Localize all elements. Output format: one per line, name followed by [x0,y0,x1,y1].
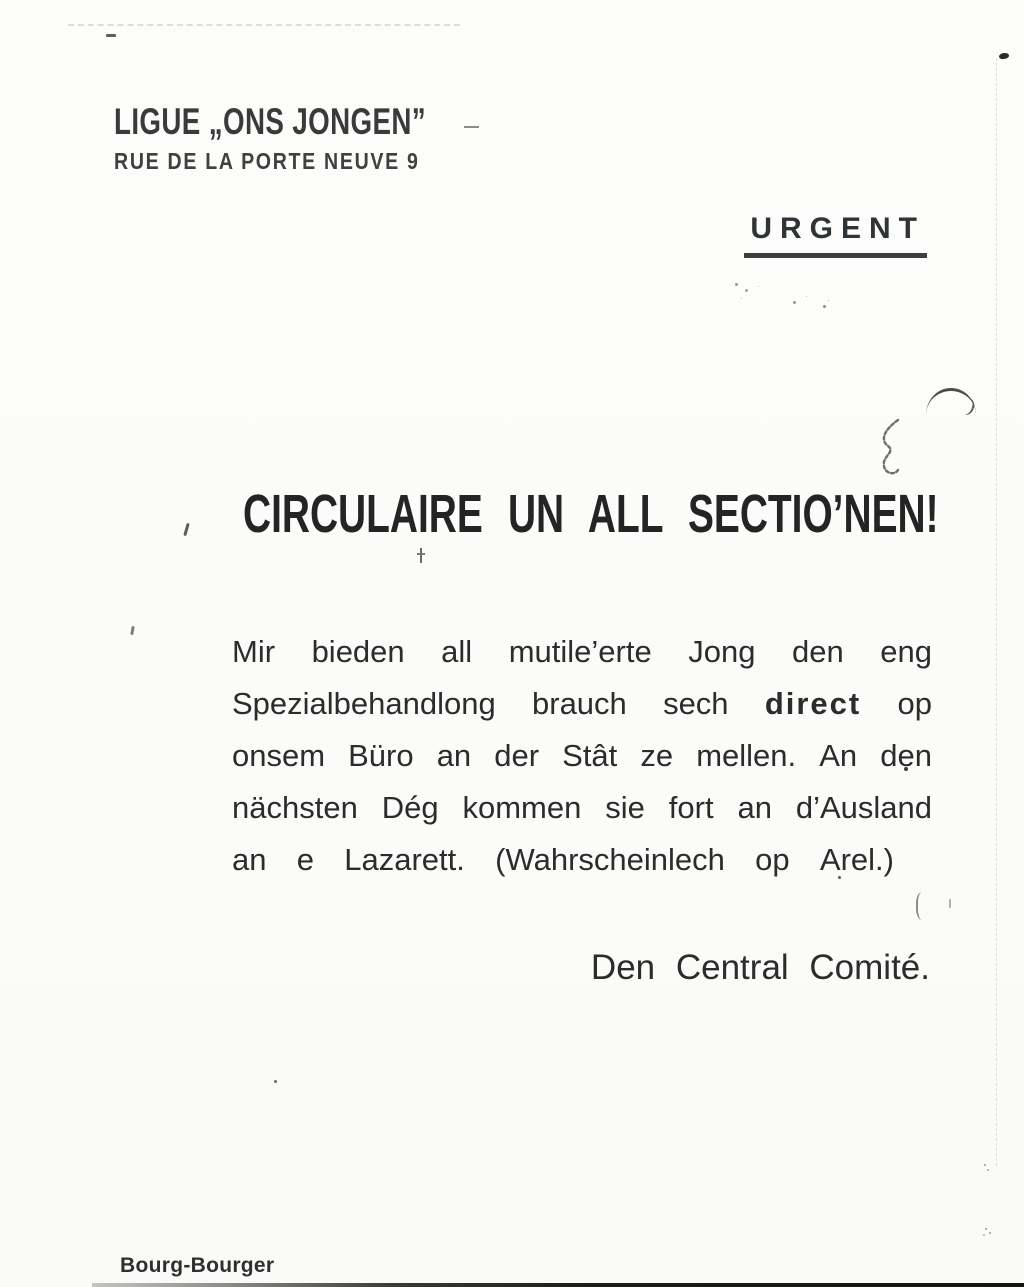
body-word: an [232,842,267,877]
body-word: Büro [348,738,414,773]
circular-title: CIRCULAIRE UN ALL SECTIO’NEN! [243,484,939,544]
body-word: Spezialbehandlong [232,686,496,721]
body-word: Jong [688,634,756,669]
body-line [232,634,932,686]
scan-artifact-dot [274,1080,277,1083]
body-word: fort [668,790,714,825]
body-word: der [494,738,540,773]
body-lines [232,634,932,894]
urgent-stamp [744,212,927,258]
scan-artifact-speckles [735,283,738,286]
body-word: den [791,634,844,669]
scan-artifact-parenthesis [916,892,928,920]
scan-artifact-dots [985,1228,987,1230]
body-word: An [819,738,858,773]
scan-artifact-cross-h [417,553,425,555]
body-word: all [441,634,473,669]
body-word: d’Ausland [795,790,932,825]
body-word: ze [640,738,674,773]
organization-address: RUE DE LA PORTE NEUVE 9 [114,147,420,174]
body-line [232,842,894,894]
body-word: eng [880,634,932,669]
organization-name: LIGUE „ONS JONGEN” [114,101,427,142]
body-word: an [436,738,472,773]
urgent-label: URGENT [750,212,925,245]
scan-artifact-cross-v [420,548,422,563]
scan-artifact-top-right-blob [999,52,1010,59]
body-word: sie [605,790,645,825]
body-line [232,738,932,790]
body-word: (Wahrscheinlech [495,842,725,877]
body-word: an [737,790,772,825]
body-word: nächsten [232,790,358,825]
body-word: op [897,686,932,721]
signature: Den Central Comité. [590,948,930,987]
body-word: Arel.) [819,842,894,877]
body-word: brauch [532,686,627,721]
scan-edge-bar [92,1283,1024,1287]
body-word: Dég [381,790,439,825]
scan-artifact-tick [949,899,951,908]
body-word: onsem [232,738,326,773]
scan-artifact-top-dashed-line [68,24,460,26]
body-word: mellen. [696,738,797,773]
scan-artifact-comma [183,523,189,536]
body-word: bieden [311,634,405,669]
body-word: mutile’erte [508,634,652,669]
body-word: sech [663,686,729,721]
body-word: e [296,842,314,877]
body-word: Mir [232,634,276,669]
body-word: direct [764,686,862,721]
body-word: Lazarett. [344,842,465,877]
body-word: den [880,738,932,773]
scan-artifact-colon [984,1164,986,1166]
body-word: Stât [562,738,618,773]
body-word: kommen [462,790,582,825]
scan-artifact-squiggle [872,416,920,478]
body-line [232,790,932,842]
letterhead [114,101,530,175]
scan-artifact-fold-line [996,58,997,1166]
printer-credit: Bourg-Bourger [120,1254,275,1277]
body-word: op [755,842,790,877]
body-line [232,686,932,738]
scan-artifact-apostrophe [130,626,135,635]
scan-artifact-top-dash [106,34,116,37]
